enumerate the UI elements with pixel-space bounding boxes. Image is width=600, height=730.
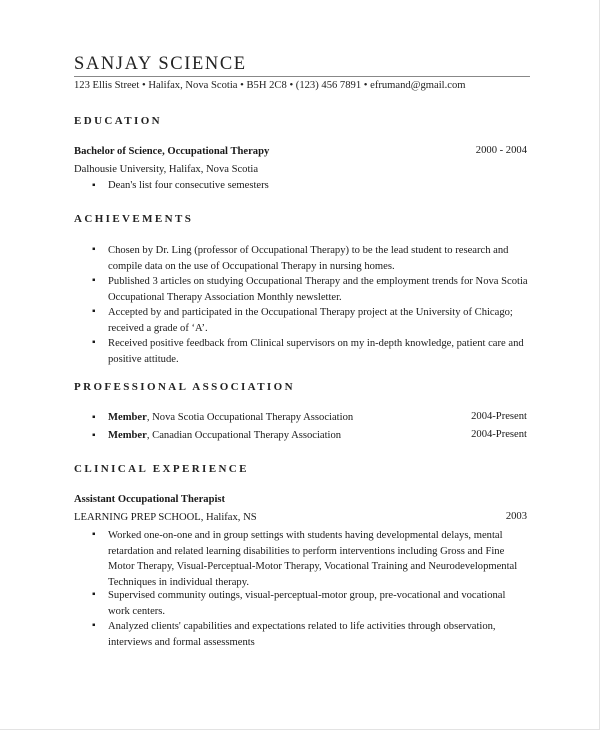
bullet-marker: ▪ (92, 430, 96, 441)
achievement-item: Accepted by and participated in the Occupational Therapy project at the University of Chicago; received a grade of ‘A’. (108, 307, 513, 334)
bullet-marker: ▪ (92, 180, 96, 191)
association-dates: 2004-Present (471, 411, 527, 422)
clinical-item: Analyzed clients' capabilities and expectations related to life activities through observation, interviews and formal assessments (108, 621, 496, 648)
header-rule (74, 76, 530, 77)
clinical-heading: CLINICAL EXPERIENCE (74, 463, 249, 475)
association-org: , Canadian Occupational Therapy Association (146, 430, 342, 441)
contact-line: 123 Ellis Street • Halifax, Nova Scotia • B5H 2C8 • (123) 456 7891 • efrumand@gmail.com (74, 80, 466, 91)
bullet-marker: ▪ (92, 589, 96, 600)
association-role: Member (108, 412, 147, 423)
association-item (108, 411, 353, 425)
achievement-item: Received positive feedback from Clinical supervisors on my in-depth knowledge, patient care and positive attitude. (108, 338, 524, 365)
bullet-marker: ▪ (92, 337, 96, 348)
bullet-marker: ▪ (92, 412, 96, 423)
education-bullet: Dean's list four consecutive semesters (108, 180, 269, 191)
association-heading: PROFESSIONAL ASSOCIATION (74, 381, 295, 393)
clinical-item: Supervised community outings, visual-perceptual-motor group, pre-vocational and vocational work centers. (108, 590, 506, 617)
candidate-name: SANJAY SCIENCE (74, 54, 247, 74)
clinical-item: Worked one-on-one and in group settings with students having developmental delays, mental retardation and related learning disabilities to perform interventions including Gross and Fine Motor Therapy, Visual-Perceptual-Motor Therapy, Vocational Training and Neurodevelopmental Techniques in individual therapy. (108, 530, 518, 588)
bullet-marker: ▪ (92, 244, 96, 255)
achievements-heading: ACHIEVEMENTS (74, 213, 194, 225)
association-role: Member (108, 430, 147, 441)
bullet-marker: ▪ (92, 306, 96, 317)
association-org: , Nova Scotia Occupational Therapy Association (146, 412, 354, 423)
achievement-item: Chosen by Dr. Ling (professor of Occupational Therapy) to be the lead student to research and compile data on the use of Occupational Therapy in nursing homes. (108, 245, 509, 272)
job-year: 2003 (505, 511, 527, 522)
bullet-marker: ▪ (92, 620, 96, 631)
association-dates: 2004-Present (471, 429, 527, 440)
bullet-marker: ▪ (92, 529, 96, 540)
job-title: Assistant Occupational Therapist (74, 494, 226, 505)
degree-title: Bachelor of Science, Occupational Therapy (74, 146, 270, 157)
association-item (108, 429, 341, 443)
education-heading: EDUCATION (74, 115, 163, 127)
school-name: Dalhousie University, Halifax, Nova Scotia (74, 164, 259, 175)
employer: LEARNING PREP SCHOOL, Halifax, NS (74, 512, 257, 523)
achievement-item: Published 3 articles on studying Occupational Therapy and the employment trends for Nova Scotia Occupational Therapy Association Monthly newsletter. (108, 276, 528, 303)
bullet-marker: ▪ (92, 275, 96, 286)
education-dates: 2000 - 2004 (475, 145, 527, 156)
